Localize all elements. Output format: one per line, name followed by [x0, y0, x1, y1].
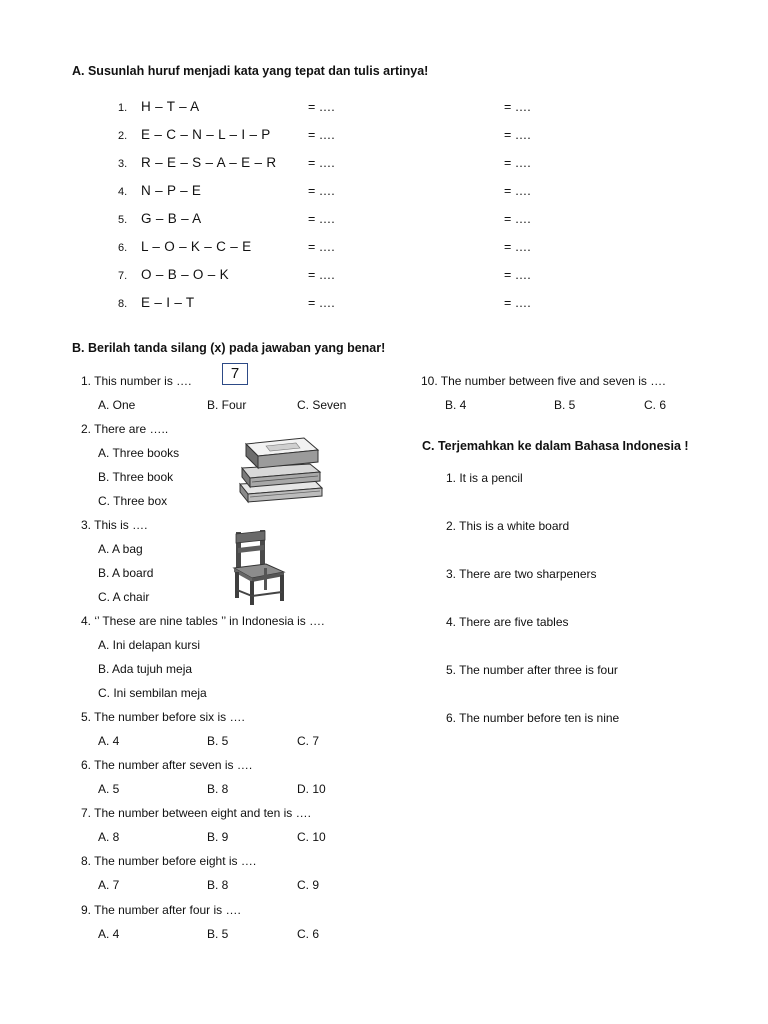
option-b[interactable]: B. 9	[207, 830, 229, 844]
meaning-blank: = ….	[504, 240, 531, 254]
option-b[interactable]: B. Ada tujuh meja	[98, 662, 193, 676]
list-item-number: 1.	[118, 102, 128, 114]
question-6: 6. The number after seven is ….	[81, 758, 253, 772]
option-c[interactable]: C. 6	[297, 927, 320, 941]
question-9: 9. The number after four is ….	[81, 903, 241, 917]
section-c-title: C. Terjemahkan ke dalam Bahasa Indonesia !	[422, 439, 689, 453]
question-1: 1. This number is ….	[81, 374, 192, 388]
option-a[interactable]: A. A bag	[98, 542, 143, 556]
option-a[interactable]: A. 5	[98, 782, 120, 796]
option-c[interactable]: C. 6	[644, 398, 667, 412]
meaning-blank: = ….	[504, 128, 531, 142]
option-a[interactable]: A. Three books	[98, 446, 180, 460]
answer-blank: = ….	[308, 240, 335, 254]
answer-blank: = ….	[308, 156, 335, 170]
list-item-number: 4.	[118, 186, 128, 198]
option-a[interactable]: A. Ini delapan kursi	[98, 638, 201, 652]
option-c[interactable]: C. 7	[297, 734, 320, 748]
scrambled-word: E – C – N – L – I – P	[141, 127, 271, 142]
translation-item-1: 1. It is a pencil	[446, 471, 523, 485]
option-b[interactable]: B. A board	[98, 566, 154, 580]
meaning-blank: = ….	[504, 184, 531, 198]
option-c[interactable]: C. A chair	[98, 590, 150, 604]
option-a[interactable]: A. 7	[98, 878, 120, 892]
option-b[interactable]: B. Four	[207, 398, 247, 412]
meaning-blank: = ….	[504, 268, 531, 282]
option-c[interactable]: C. 10	[297, 830, 326, 844]
question-10: 10. The number between five and seven is ….	[421, 374, 666, 388]
translation-item-4: 4. There are five tables	[446, 615, 569, 629]
meaning-blank: = ….	[504, 156, 531, 170]
option-a[interactable]: A. 4	[98, 734, 120, 748]
option-b[interactable]: B. 5	[554, 398, 576, 412]
question-8: 8. The number before eight is ….	[81, 854, 257, 868]
option-b[interactable]: B. Three book	[98, 470, 174, 484]
option-b[interactable]: B. 8	[207, 782, 229, 796]
option-c[interactable]: C. 9	[297, 878, 320, 892]
scrambled-word: R – E – S – A – E – R	[141, 155, 277, 170]
option-d[interactable]: D. 10	[297, 782, 326, 796]
scrambled-word: G – B – A	[141, 211, 202, 226]
translation-item-6: 6. The number before ten is nine	[446, 711, 620, 725]
option-a[interactable]: A. One	[98, 398, 136, 412]
question-2: 2. There are …..	[81, 422, 169, 436]
scrambled-word: E – I – T	[141, 295, 195, 310]
translation-item-3: 3. There are two sharpeners	[446, 567, 597, 581]
answer-blank: = ….	[308, 212, 335, 226]
answer-blank: = ….	[308, 268, 335, 282]
question-5: 5. The number before six is ….	[81, 710, 245, 724]
scrambled-word: L – O – K – C – E	[141, 239, 252, 254]
answer-blank: = ….	[308, 184, 335, 198]
question-3: 3. This is ….	[81, 518, 148, 532]
question-7: 7. The number between eight and ten is ….	[81, 806, 311, 820]
translation-item-2: 2. This is a white board	[446, 519, 570, 533]
meaning-blank: = ….	[504, 100, 531, 114]
chair-illustration	[228, 528, 292, 606]
scrambled-word: H – T – A	[141, 99, 200, 114]
translation-item-5: 5. The number after three is four	[446, 663, 618, 677]
list-item-number: 2.	[118, 130, 128, 142]
answer-blank: = ….	[308, 296, 335, 310]
list-item-number: 3.	[118, 158, 128, 170]
meaning-blank: = ….	[504, 296, 531, 310]
list-item-number: 5.	[118, 214, 128, 226]
question-4: 4. ‘’ These are nine tables ’’ in Indonesia is ….	[81, 614, 325, 628]
list-item-number: 7.	[118, 270, 128, 282]
number-box: 7	[222, 363, 248, 385]
option-b[interactable]: B. 8	[207, 878, 229, 892]
scrambled-word: N – P – E	[141, 183, 202, 198]
meaning-blank: = ….	[504, 212, 531, 226]
books-illustration	[236, 434, 326, 504]
option-b[interactable]: B. 4	[445, 398, 467, 412]
option-c[interactable]: C. Ini sembilan meja	[98, 686, 207, 700]
list-item-number: 6.	[118, 242, 128, 254]
option-c[interactable]: C. Seven	[297, 398, 347, 412]
option-c[interactable]: C. Three box	[98, 494, 168, 508]
answer-blank: = ….	[308, 100, 335, 114]
scrambled-word: O – B – O – K	[141, 267, 229, 282]
option-b[interactable]: B. 5	[207, 927, 229, 941]
option-b[interactable]: B. 5	[207, 734, 229, 748]
section-a-title: A. Susunlah huruf menjadi kata yang tepat dan tulis artinya!	[72, 64, 429, 78]
option-a[interactable]: A. 4	[98, 927, 120, 941]
section-b-title: B. Berilah tanda silang (x) pada jawaban yang benar!	[72, 341, 386, 355]
option-a[interactable]: A. 8	[98, 830, 120, 844]
list-item-number: 8.	[118, 298, 128, 310]
answer-blank: = ….	[308, 128, 335, 142]
